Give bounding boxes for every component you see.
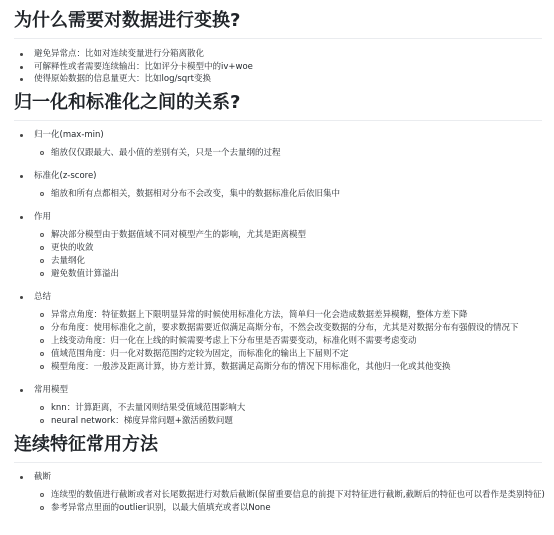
- list-item: [14, 73, 542, 86]
- sub-list: [34, 229, 542, 281]
- list-item-normalization: [14, 129, 542, 160]
- list-item-label: 作用: [34, 211, 52, 222]
- bullet-list: [14, 129, 542, 428]
- sub-list-item: [34, 268, 542, 281]
- list-item-standardization: [14, 170, 542, 201]
- sub-list-item: [34, 361, 542, 374]
- sub-list-item-text: neural network：梯度异常问题+激活函数问题: [51, 415, 233, 426]
- heading-normalization-vs-standardization: 归一化和标准化之间的关系?: [14, 92, 542, 121]
- sub-list-item-text: 更快的收敛: [51, 242, 94, 253]
- list-item-truncation: [14, 471, 545, 515]
- list-item-label: 总结: [34, 291, 52, 302]
- sub-list-item-text: 去量纲化: [51, 255, 86, 266]
- sub-list: [34, 147, 542, 160]
- sub-list-item-text: 模型角度：一般涉及距离计算，协方差计算，数据满足高斯分布的情况下用标准化，其他归一化或其他变换: [51, 361, 451, 372]
- bullet-list: [14, 48, 542, 86]
- list-item-label: 截断: [34, 471, 52, 482]
- bullet-list: [14, 471, 545, 515]
- sub-list-item: [34, 147, 542, 160]
- sub-list-item-text: 缩放仅仅跟最大、最小值的差别有关，只是一个去量纲的过程: [51, 147, 281, 158]
- list-item: [14, 48, 542, 61]
- sub-list-item-text: 参考异常点里面的outlier识别，以最大值填充或者以None: [51, 502, 271, 513]
- sub-list-item: [34, 322, 542, 335]
- section-why-transform: [14, 4, 542, 86]
- sub-list: [34, 489, 545, 515]
- sub-list-item: [34, 415, 542, 428]
- list-item-text: 使得原始数据的信息量更大：比如log/sqrt变换: [34, 74, 211, 85]
- section-continuous-features: [14, 433, 545, 515]
- sub-list-item: [34, 309, 542, 322]
- sub-list-item: [34, 229, 542, 242]
- sub-list-item: [34, 502, 542, 515]
- list-item-text: 可解释性或者需要连续输出：比如评分卡模型中的iv+woe: [34, 61, 253, 72]
- sub-list-item-text: 分布角度：使用标准化之前，要求数据需要近似满足高斯分布，不然会改变数据的分布，尤其是对数据分布有强假设的情况下: [51, 322, 519, 333]
- sub-list-item: [34, 242, 542, 255]
- sub-list-item: [34, 255, 542, 268]
- sub-list-item-text: knn：计算距离，不去量冈则结果受值域范围影响大: [51, 402, 246, 413]
- list-item-label: 归一化(max-min): [34, 129, 104, 140]
- sub-list-item: [34, 489, 545, 502]
- sub-list-item-text: 上线变动角度：归一化在上线的时候需要考虑上下分布里是否需要变动，标准化则不需要考虑变动: [51, 335, 417, 346]
- sub-list-item-text: 连续型的数值进行截断或者对长尾数据进行对数后截断(保留重要信息的前提下对特征进行截断,截断后的特征也可以看作是类别特征): [51, 489, 545, 500]
- heading-continuous-features: 连续特征常用方法: [14, 434, 542, 463]
- sub-list-item-text: 异常点角度：特征数据上下限明显异常的时候使用标准化方法，简单归一化会造成数据差异模糊，整体方差下降: [51, 309, 468, 320]
- sub-list: [34, 402, 542, 428]
- sub-list-item: [34, 402, 542, 415]
- list-item-label: 常用模型: [34, 384, 69, 395]
- sub-list: [34, 309, 542, 374]
- list-item-label: 标准化(z-score): [34, 170, 97, 181]
- sub-list-item-text: 避免数值计算溢出: [51, 268, 120, 279]
- sub-list-item-text: 缩放和所有点都相关，数据相对分布不会改变，集中的数据标准化后依旧集中: [51, 188, 341, 199]
- sub-list: [34, 188, 542, 201]
- list-item-summary: [14, 291, 542, 374]
- sub-list-item: [34, 348, 542, 361]
- sub-list-item-text: 值域范围角度：归一化对数据范围约定较为固定，而标准化的输出上下届则不定: [51, 348, 349, 359]
- heading-why-transform: 为什么需要对数据进行变换?: [14, 4, 542, 39]
- sub-list-item-text: 解决部分模型由于数据值域不同对模型产生的影响，尤其是距离模型: [51, 229, 307, 240]
- sub-list-item: [34, 335, 542, 348]
- list-item: [14, 61, 542, 74]
- section-normalization-vs-standardization: [14, 92, 542, 428]
- sub-list-item: [34, 188, 542, 201]
- list-item-text: 避免异常点：比如对连续变量进行分箱离散化: [34, 49, 205, 59]
- list-item-effects: [14, 211, 542, 281]
- list-item-common-models: [14, 384, 542, 428]
